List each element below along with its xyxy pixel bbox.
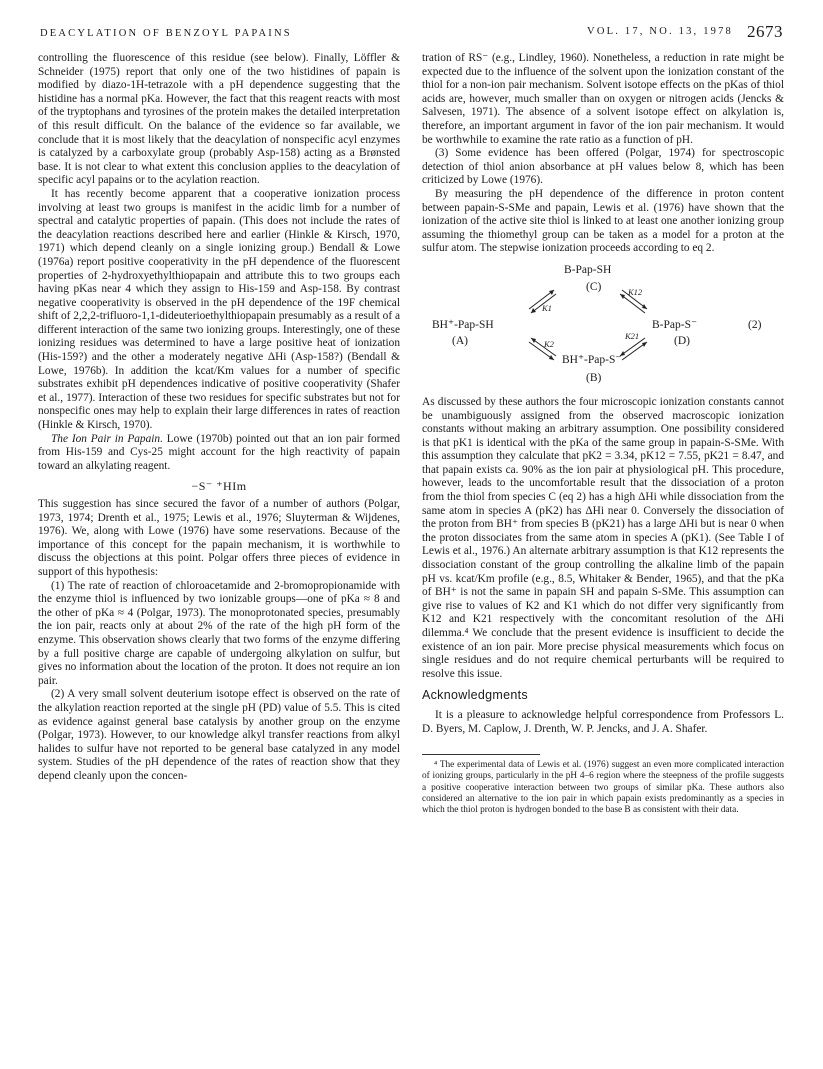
running-head-right [587, 22, 783, 42]
paragraph: (3) Some evidence has been offered (Polgar, 1974) for spectroscopic detection of thiol anion absorbance at pH values below 8, which has been criticized by Lowe (1976). [422, 147, 784, 187]
right-column [422, 52, 784, 817]
acknowledgments-body: It is a pleasure to acknowledge helpful correspondence from Professors L. D. Byers, M. Caplow, J. Drenth, W. P. Jencks, and J. A. Shafer. [422, 708, 784, 735]
species-c-label: (C) [586, 280, 602, 293]
ionization-scheme [422, 264, 784, 390]
paragraph-body: Lowe (1970b) pointed out that an ion pair formed from His-159 and Cys-25 might account for the high reactivity of papain toward an alkylating reagent. [38, 432, 400, 472]
k21-label: K21 [625, 330, 640, 341]
footnote: ⁴ The experimental data of Lewis et al. (1976) suggest an even more complicated interaction of ionizing groups, particularly in the pH 4–6 region where the steepness of the profile suggests a positive cooperative interaction between two groups of similar pKa. These authors also considered an alternative to the ion pair in which papain exists predominantly as a species in which the thiol proton is hydrogen bonded to the base B as consistent with their data. [422, 760, 784, 816]
species-b-label: (B) [586, 371, 602, 384]
k1-label: K1 [542, 302, 552, 313]
species-a: BH⁺-Pap-SH [432, 318, 494, 331]
left-column [38, 52, 400, 783]
k2-label: K2 [544, 338, 554, 349]
section-run-in-title: The Ion Pair in Papain. [51, 432, 163, 445]
species-b: BH⁺-Pap-S⁻ [562, 353, 622, 366]
running-head [40, 22, 783, 46]
paragraph [38, 433, 400, 474]
footnote-rule [422, 754, 540, 755]
running-head-title: DEACYLATION OF BENZOYL PAPAINS [40, 28, 292, 39]
species-c: B-Pap-SH [564, 263, 612, 276]
k12-label: K12 [628, 286, 643, 297]
page-number: 2673 [747, 22, 783, 41]
paragraph: (1) The rate of reaction of chloroacetamide and 2-bromopropionamide with the enzyme thiol is influenced by two ionizable groups—one of pKa ≈ 8 and the other of pKa ≈ 4 (Polgar, 1973). The monoprotonated species, presumably the ion pair, reacts only at about 2% of the rate of the high pH form of the enzyme. This observation shows clearly that two forms of the enzyme differing by a full positive charge are capable of undergoing alkylation on sulfur, but gives no information about the location of the proton. It does not require an ion pair. [38, 579, 400, 687]
paragraph: It has recently become apparent that a cooperative ionization process involving at least two groups is manifest in the acidic limb for a number of spectral and catalytic properties of papain. (This does not include the rates of the deacylation reactions described here and earlier (Hinkle & Kirsch, 1970, 1971) which depend cleanly on a single ionizing group.) Bendall & Lowe (1976a) report positive cooperativity in the pH dependence of the fluorescent properties of 2-hydroxyethylthiopapain and attribute this to two groups each having pKas near 4 which they assign to His-159 and Asp-158. By contrast negative cooperativity is observed in the pH dependence of the 19F chemical shift of 2,2,2-trifluoro-1,1-dideuterioethylthiopapain presumably as a result of a different interaction of the same two ionizing groups. Interestingly, one of these ionizing residues was determined to have a large positive heat of ionization (His-159?) and the other a moderately negative ΔHi (Asp-158?) (Bendall & Lowe, 1976b). In addition the kcat/Km values for a number of specific substrates exhibit pH dependences indicative of positive cooperativity (Shafer et al., 1977). Interaction of these two residues for specific substrates but not for nonspecific ones may help to explain their large differences in rates of reaction (Hinkle & Kirsch, 1970). [38, 187, 400, 432]
paragraph: As discussed by these authors the four microscopic ionization constants cannot be unambiguously assigned from the observed macroscopic ionization constants without making an arbitrary assumption. One possibility considered is that pK1 is identical with the pKa of the same group in papain-S-SMe. With this assumption they calculate that pK2 = 3.34, pK12 = 7.55, pK21 = 8.47, and that papain exists ca. 90% as the ion pair at physiological pH. This procedure, however, leads to the uncomfortable result that the dissociation of a proton from the thiol from species C (eq 2) has a high ΔHi while dissociation from the same atom in species A (pK2) has ΔHi near 0. Conversely the dissociation of the proton from BH⁺ from species B (pK21) has a large ΔHi but is near 0 when the proton dissociates from the same atom in species A (pK1). (See Table I of Lewis et al., 1976.) An alternate arbitrary assumption is that K12 represents the dissociation constant of the group controlling the alkaline limb of the papain pH vs. kcat/Km profile (e.g., 8.5, Whitaker & Bender, 1965), and that the pKa of BH⁺ is not the same in papain SH and papain S-SMe. This assumption can give rise to values of K2 and K1 which do not differ very significantly from K12 and K21 respectively with the concomitant resolution of the ΔHi dilemma.⁴ We conclude that the present evidence is insufficient to decide the existence of an ion pair. More precise physical measurements which focus on single residues and do not require chemical perturbants will be required to resolve this issue. [422, 395, 784, 680]
species-d: B-Pap-S⁻ [652, 318, 698, 331]
paragraph: controlling the fluorescence of this residue (see below). Finally, Löffler & Schneider (1975) report that only one of the two histidines of papain is modified by diazo-1H-tetrazole with a pH dependence suggesting that the histidine has a normal pKa. However, the fact that this reagent reacts with most of the tryptophans and tyrosines of the protein makes the detailed interpretation of this result difficult. On the balance of the evidence so far available, we conclude that it is most likely that the deacylation of nonspecific acyl enzymes is catalyzed by a carboxylate group (probably Asp-158) acting as a Brønsted base. It is not clear to what extent this conclusion applies to the deacylation of specific acyl papains or to the acylation reaction. [38, 52, 400, 187]
journal-volume: VOL. 17, NO. 13, 1978 [587, 26, 733, 37]
paragraph: This suggestion has since secured the favor of a number of authors (Polgar, 1973, 1974; Drenth et al., 1975; Lewis et al., 1976; Sluyterman & Wijdenes, 1976). We, along with Lowe (1976) have some reservations. Because of the importance of this concept for the papain mechanism, it is worthwhile to discuss the objections at this point. Polgar offers three pieces of evidence in support of this hypothesis: [38, 498, 400, 578]
paragraph: By measuring the pH dependence of the difference in proton content between papain-S-SMe and papain, Lewis et al. (1976) have shown that the ionization of the active site thiol is linked to at least one another ionizing group assuming the thiomethyl group can be taken as a model for a proton at the sulfur atom. The stepwise ionization proceeds according to eq 2. [422, 187, 784, 255]
equation-number: (2) [748, 318, 762, 331]
ion-pair-formula: −S⁻ ⁺HIm [191, 479, 247, 494]
acknowledgments-heading: Acknowledgments [422, 688, 528, 703]
species-a-label: (A) [452, 334, 468, 347]
species-d-label: (D) [674, 334, 690, 347]
paragraph: (2) A very small solvent deuterium isotope effect is observed on the rate of the alkylation reaction reported at the single pH (PD) value of 5.5. This is cited as evidence against general base catalysis by another group on the enzyme (Polgar, 1973). However, to our knowledge alkyl transfer reactions from alkyl halides to sulfur have not reported to be general base catalyzed in any model system. Studies of the pH dependence of the rates of reaction show that they depend cleanly upon the concen- [38, 688, 400, 782]
paragraph: tration of RS⁻ (e.g., Lindley, 1960). Nonetheless, a reduction in rate might be expected due to the influence of the solvent upon the ionization constant of the thiol for a non-ion pair mechanism. Solvent isotope effects on the pKas of thiol acids are, however, much smaller than on oxygen or nitrogen acids (Jencks & Salvesen, 1971). The absence of a solvent isotope effect on alkylation is, therefore, an important argument in favor of the ion pair mechanism. It would be worthwhile to examine the rate ratio as a function of pH. [422, 52, 784, 146]
